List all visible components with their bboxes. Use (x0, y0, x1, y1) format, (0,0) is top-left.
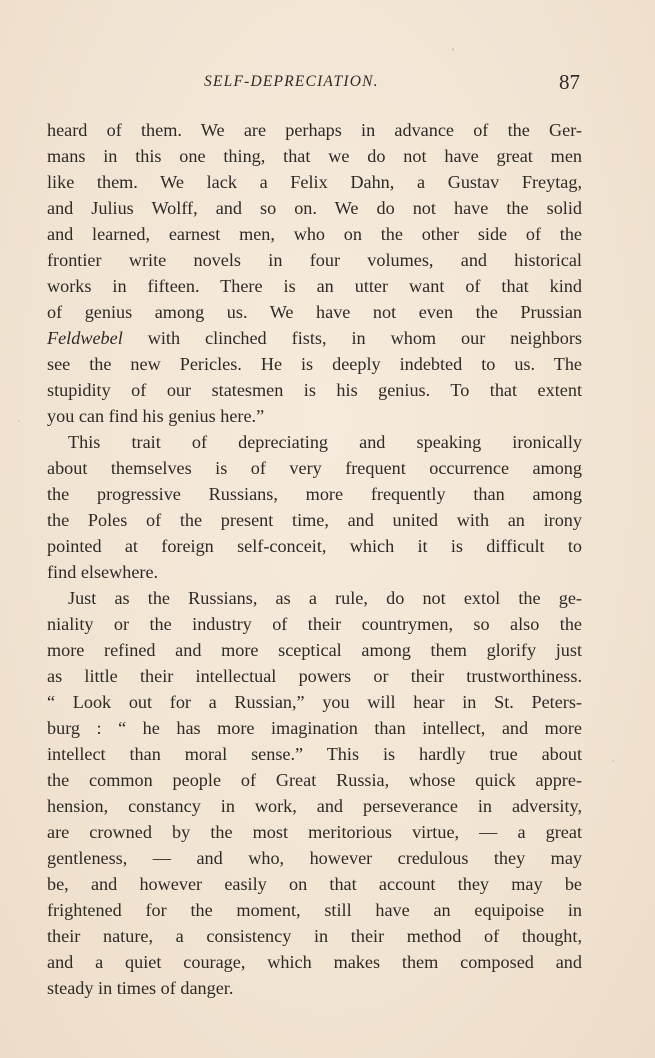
text-line (47, 325, 582, 351)
text-line: the progressive Russians, more frequently than among (47, 484, 582, 504)
text-line: as little their intellectual powers or their trustworthiness. (47, 666, 582, 686)
paper-speck (452, 48, 454, 51)
text-line: their nature, a consistency in their method of thought, (47, 926, 582, 946)
text-line: frightened for the moment, still have an equipoise in (47, 900, 582, 920)
text-line: gentleness, — and who, however credulous they may (47, 848, 582, 868)
paper-speck (18, 420, 20, 422)
body-text (47, 117, 582, 1001)
text-line: about themselves is of very frequent occurrence among (47, 458, 582, 478)
text-line: This trait of depreciating and speaking ironically (68, 432, 582, 452)
text-line: the common people of Great Russia, whose quick appre- (47, 770, 582, 790)
italic-term: Feldwebel (47, 328, 123, 348)
paper-speck (612, 760, 614, 762)
running-title: SELF-DEPRECIATION. (204, 73, 379, 90)
text-line: be, and however easily on that account they may be (47, 874, 582, 894)
text-line: the Poles of the present time, and united with an irony (47, 510, 582, 530)
text-line: niality or the industry of their countrymen, so also the (47, 614, 582, 634)
text-line: burg : “ he has more imagination than intellect, and more (47, 718, 582, 738)
text-line: see the new Pericles. He is deeply indebted to us. The (47, 354, 582, 374)
text-line: intellect than moral sense.” This is hardly true about (47, 744, 582, 764)
text-line: and learned, earnest men, who on the other side of the (47, 224, 582, 244)
page-number: 87 (559, 70, 580, 94)
text-line: Just as the Russians, as a rule, do not extol the ge- (68, 588, 582, 608)
text-line: and a quiet courage, which makes them composed and (47, 952, 582, 972)
text-line: stupidity of our statesmen is his genius. To that extent (47, 380, 582, 400)
text-line: mans in this one thing, that we do not have great men (47, 146, 582, 166)
text-fragment: with clinched fists, in whom our neighbors (122, 328, 582, 348)
text-line: and Julius Wolff, and so on. We do not have the solid (47, 198, 582, 218)
text-line: like them. We lack a Felix Dahn, a Gustav Freytag, (47, 172, 582, 192)
text-line: steady in times of danger. (47, 978, 234, 998)
text-line: pointed at foreign self-conceit, which it is difficult to (47, 536, 582, 556)
text-line: find elsewhere. (47, 562, 159, 582)
text-line: heard of them. We are perhaps in advance of the Ger- (47, 120, 582, 140)
text-line: works in fifteen. There is an utter want of that kind (47, 276, 582, 296)
text-line: of genius among us. We have not even the Prussian (47, 302, 582, 322)
text-line: hension, constancy in work, and perseverance in adversity, (47, 796, 582, 816)
text-line: “ Look out for a Russian,” you will hear in St. Peters- (47, 692, 582, 712)
text-line: you can find his genius here.” (47, 406, 265, 426)
text-line: frontier write novels in four volumes, and historical (47, 250, 582, 270)
text-line: more refined and more sceptical among them glorify just (47, 640, 582, 660)
page-header (0, 67, 655, 97)
text-line: are crowned by the most meritorious virtue, — a great (47, 822, 582, 842)
